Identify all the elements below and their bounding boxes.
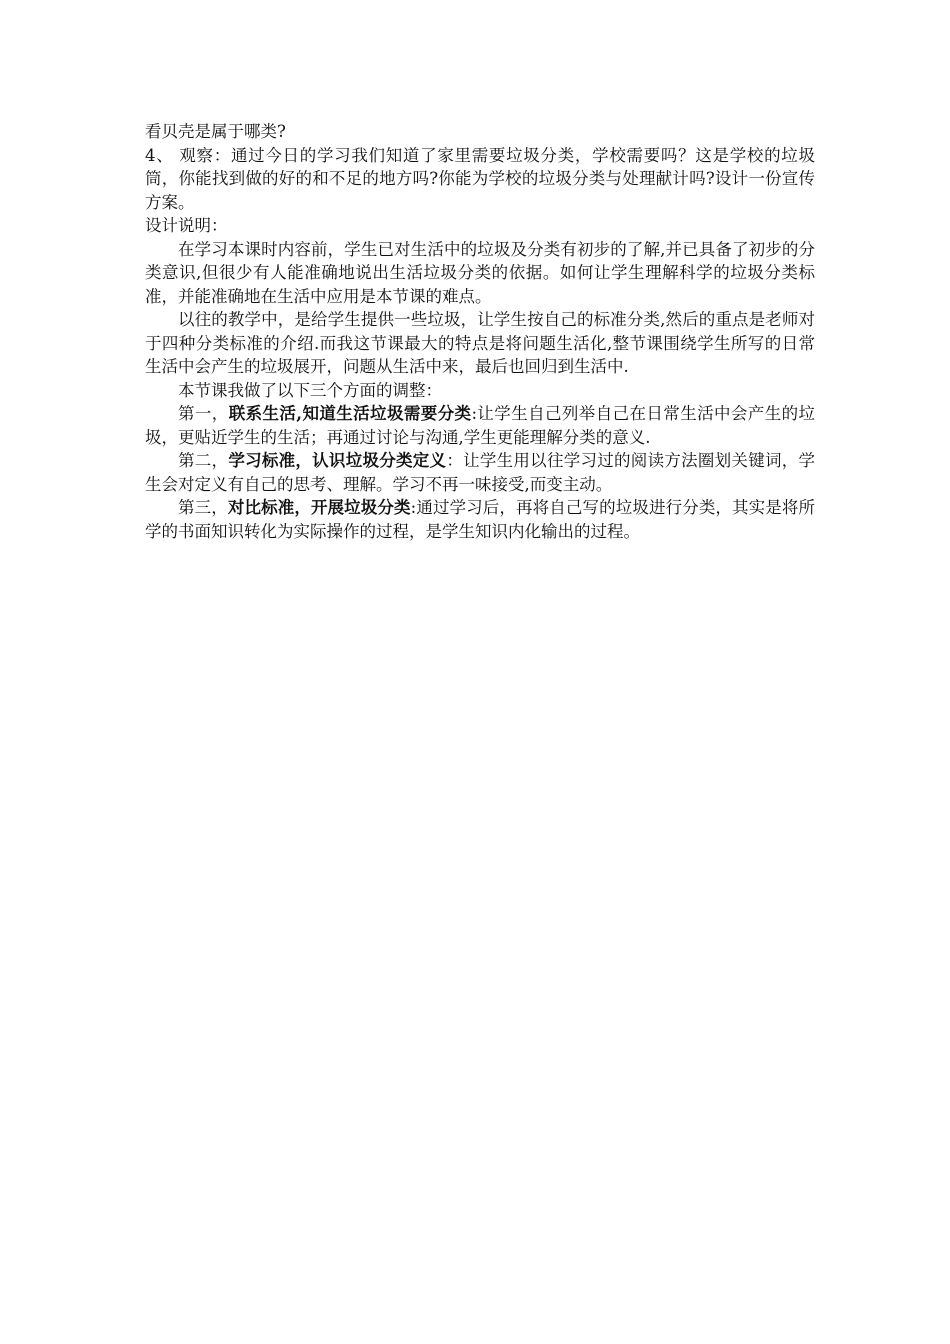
item-4	[145, 144, 815, 215]
design-label: 设计说明：	[145, 216, 228, 235]
paragraph-1: 在学习本课时内容前，学生已对生活中的垃圾及分类有初步的了解,并已具备了初步的分类意识,但很少有人能准确地说出生活垃圾分类的依据。如何让学生理解科学的垃圾分类标准，并能准确地在生活中应用是本节课的难点。	[145, 239, 815, 306]
adjustment-1-heading: 联系生活,知道生活垃圾需要分类	[228, 404, 472, 423]
adjustment-3-lead: 第三，	[178, 498, 228, 517]
adjustment-2-lead: 第二，	[178, 451, 229, 470]
paragraph-2: 以往的教学中，是给学生提供一些垃圾，让学生按自己的标准分类,然后的重点是老师对于四种分类标准的介绍.而我这节课最大的特点是将问题生活化,整节课围绕学生所写的日常生活中会产生的垃圾展开，问题从生活中来，最后也回归到生活中.	[145, 310, 815, 376]
item-4-number: 4、	[145, 145, 174, 165]
adjustment-1-lead: 第一，	[178, 404, 229, 423]
paragraph-3: 本节课我做了以下三个方面的调整：	[178, 380, 442, 400]
adjustment-2	[145, 449, 815, 496]
line-question: 看贝壳是属于哪类?	[145, 122, 286, 141]
item-4-text: 观察：通过今日的学习我们知道了家里需要垃圾分类，学校需要吗？这是学校的垃圾筒，你能找到做的好的和不足的地方吗?你能为学校的垃圾分类与处理献计吗?设计一份宣传方案。	[145, 145, 816, 212]
adjustment-1-text: :让学生自己列举自己在日常生活中会产生的垃圾，更贴近学生的生活；再通过讨论与沟通,学生更能理解分类的意义.	[145, 404, 816, 447]
adjustment-3	[145, 496, 815, 543]
document-page	[145, 120, 815, 543]
adjustment-1	[145, 402, 815, 449]
adjustment-2-heading: 学习标准，认识垃圾分类定义	[228, 451, 447, 470]
adjustment-3-heading: 对比标准，开展垃圾分类	[227, 498, 411, 517]
adjustment-2-text: ：让学生用以往学习过的阅读方法圈划关键词，学生会对定义有自己的思考、理解。学习不再一味接受,而变主动。	[145, 451, 816, 494]
adjustment-3-text: :通过学习后，再将自己写的垃圾进行分类，其实是将所学的书面知识转化为实际操作的过程，是学生知识内化输出的过程。	[145, 498, 816, 541]
